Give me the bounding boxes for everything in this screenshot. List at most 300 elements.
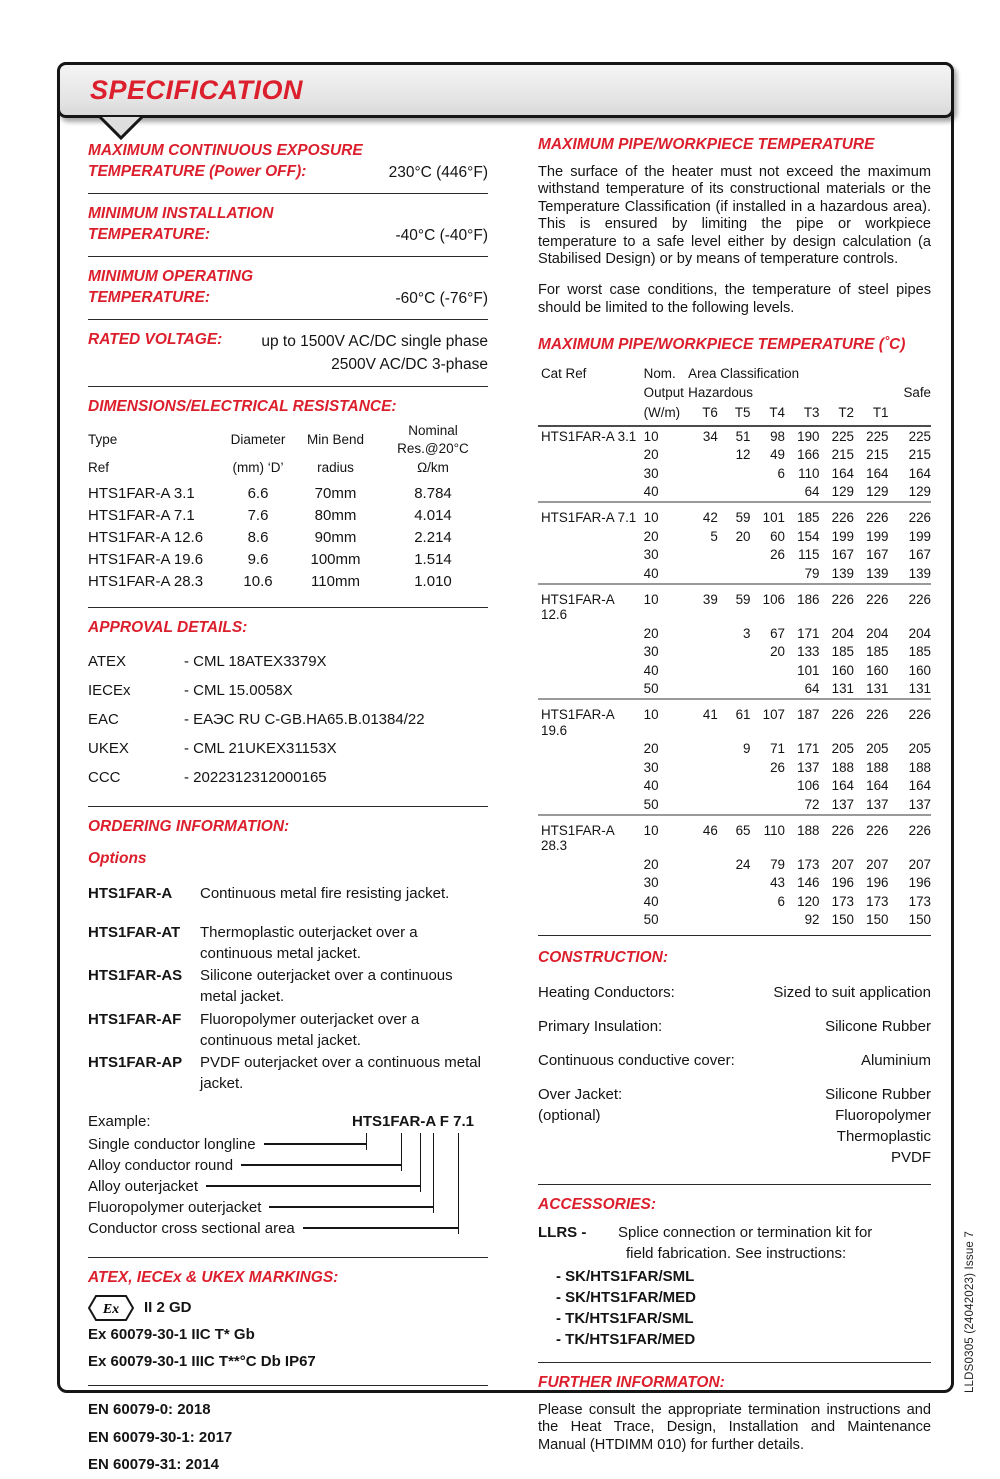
option-code: HTS1FAR-AS xyxy=(88,967,183,985)
safe-cell: 164 xyxy=(908,778,931,794)
t2-cell: 196 xyxy=(831,875,854,891)
output-cell: 10 xyxy=(641,699,686,740)
t1-cell: 160 xyxy=(866,662,889,678)
t6-cell: 5 xyxy=(710,528,718,544)
t3-cell: 166 xyxy=(797,447,820,463)
list-item xyxy=(88,884,488,905)
t3-cell: 101 xyxy=(797,662,820,678)
construction-label: Heating Conductors: xyxy=(538,984,675,1002)
list-item xyxy=(88,734,488,763)
t1-cell: 226 xyxy=(854,815,889,856)
marking-group-category: II 2 GD xyxy=(144,1299,192,1317)
t6-cell xyxy=(685,483,718,503)
pipe-table-title: MAXIMUM PIPE/WORKPIECE TEMPERATURE (˚C) xyxy=(538,336,906,354)
output-cell: 20 xyxy=(643,741,659,757)
t4-cell: 98 xyxy=(770,428,785,444)
table-row xyxy=(88,483,488,505)
list-item xyxy=(88,923,488,964)
t5-cell: 12 xyxy=(735,447,751,463)
divider xyxy=(88,256,488,257)
accessory-desc-line2: field fabrication. See instructions: xyxy=(626,1244,847,1262)
t4-cell: 60 xyxy=(770,528,785,544)
t5-cell: 59 xyxy=(718,584,751,625)
callout-connector-line xyxy=(241,1164,401,1166)
markings-title: ATEX, IECEx & UKEX MARKINGS: xyxy=(88,1268,339,1286)
output-cell: 20 xyxy=(643,528,659,544)
t6-cell xyxy=(685,564,718,584)
t1-cell: 150 xyxy=(866,912,889,928)
output-cell: 30 xyxy=(643,644,659,660)
approval-name: ATEX xyxy=(88,652,127,670)
t3-cell: 79 xyxy=(804,565,820,581)
t3-cell: 106 xyxy=(797,778,820,794)
construction-value: Sized to suit application xyxy=(773,984,931,1002)
page-frame xyxy=(57,62,954,1474)
t1-cell: 164 xyxy=(866,778,889,794)
t2-cell: 199 xyxy=(831,528,854,544)
t6-cell xyxy=(685,624,718,643)
output-cell: 10 xyxy=(641,815,686,856)
standard-line: EN 60079-0: 2018 xyxy=(88,1401,211,1419)
document-number-side-note: LLDS0305 (24042023) Issue 7 xyxy=(964,1230,976,1393)
construction-row xyxy=(538,982,931,1003)
t4-cell: 106 xyxy=(750,584,785,625)
table-row xyxy=(538,777,931,796)
t2-cell: 225 xyxy=(831,428,854,444)
spec-label-line2: TEMPERATURE (Power OFF): xyxy=(88,162,307,180)
cat-ref-cell xyxy=(538,546,641,565)
col-header: T1 xyxy=(854,403,889,426)
col-header: Ref xyxy=(88,460,110,476)
table-row xyxy=(538,464,931,483)
col-header: Hazardous xyxy=(688,385,753,401)
spec-label xyxy=(88,141,363,183)
t2-cell: 226 xyxy=(819,699,854,740)
rated-voltage xyxy=(88,330,488,377)
spec-label-line1: MAXIMUM CONTINUOUS EXPOSURE xyxy=(88,142,363,159)
t4-cell: 43 xyxy=(770,875,785,891)
t6-cell xyxy=(685,777,718,796)
approval-value: - CML 15.0058X xyxy=(184,681,293,699)
t2-cell: 205 xyxy=(831,741,854,757)
col-header: T2 xyxy=(819,403,854,426)
t3-cell: 190 xyxy=(797,428,820,444)
cat-ref-cell xyxy=(538,795,641,815)
callout-row xyxy=(88,1134,366,1155)
safe-cell: 185 xyxy=(908,644,931,660)
col-header: T4 xyxy=(750,403,785,426)
callout-row xyxy=(88,1218,458,1239)
cat-ref-cell xyxy=(538,464,641,483)
example-label: Example: xyxy=(88,1112,151,1130)
dimensions-table-header xyxy=(88,422,488,479)
t1-cell: 215 xyxy=(866,447,889,463)
t2-cell: 226 xyxy=(819,502,854,527)
further-info-text: Please consult the appropriate termination instructions and the Heat Trace, Design, Installation and Maintenance Manual (HTDIMM 010) for further details. xyxy=(538,1401,931,1453)
col-header: (W/m) xyxy=(641,403,686,426)
t2-cell: 226 xyxy=(819,815,854,856)
col-header: Type xyxy=(88,432,118,448)
t2-cell: 160 xyxy=(831,662,854,678)
cat-ref-cell xyxy=(538,643,641,662)
spec-value: -60°C (-76°F) xyxy=(395,289,488,307)
t5-cell: 61 xyxy=(718,699,751,740)
rated-voltage-line2: 2500V AC/DC 3-phase xyxy=(331,355,488,373)
t5-cell xyxy=(718,758,751,777)
t4-cell: 71 xyxy=(770,741,785,757)
spec-label-line1: MINIMUM INSTALLATION xyxy=(88,204,274,222)
list-item xyxy=(88,705,488,734)
t2-cell: 131 xyxy=(831,681,854,697)
list-item xyxy=(88,647,488,676)
safe-cell: 137 xyxy=(908,796,931,812)
option-desc: Continuous metal fire resisting jacket. xyxy=(200,885,450,903)
rated-voltage-label: RATED VOLTAGE: xyxy=(88,330,223,348)
type-ref-cell: HTS1FAR-A 3.1 xyxy=(88,485,195,503)
approval-value: - ЕАЭС RU C-GB.HA65.B.01384/22 xyxy=(184,710,425,728)
t4-cell xyxy=(750,680,785,700)
ordering-example-diagram xyxy=(88,1113,488,1247)
t3-cell: 171 xyxy=(797,625,820,641)
specification-header-bar xyxy=(57,62,954,118)
spec-label-line2: TEMPERATURE: xyxy=(88,288,210,306)
cat-ref-cell: HTS1FAR-A 28.3 xyxy=(538,815,641,856)
t6-cell xyxy=(685,546,718,565)
t5-cell xyxy=(718,911,751,930)
safe-cell: 160 xyxy=(908,662,931,678)
safe-cell: 196 xyxy=(908,875,931,891)
t1-cell: 137 xyxy=(866,796,889,812)
t5-cell xyxy=(718,464,751,483)
t2-cell: 173 xyxy=(831,893,854,909)
safe-cell: 150 xyxy=(908,912,931,928)
divider xyxy=(88,193,488,194)
t3-cell: 171 xyxy=(797,741,820,757)
accessory-desc-line1: Splice connection or termination kit for xyxy=(618,1223,873,1241)
table-row xyxy=(538,758,931,777)
list-item: - SK/HTS1FAR/MED xyxy=(556,1288,697,1306)
t1-cell: 226 xyxy=(854,584,889,625)
callout-row xyxy=(88,1155,401,1176)
t5-cell xyxy=(718,546,751,565)
t2-cell: 164 xyxy=(831,465,854,481)
list-item xyxy=(88,1010,488,1051)
diameter-cell: 8.6 xyxy=(247,529,269,547)
construction-label: Primary Insulation: xyxy=(538,1018,663,1036)
t3-cell: 64 xyxy=(804,681,820,697)
option-code: HTS1FAR-AF xyxy=(88,1010,182,1028)
t2-cell: 129 xyxy=(831,484,854,500)
output-cell: 40 xyxy=(643,662,659,678)
approval-name: CCC xyxy=(88,768,121,786)
output-cell: 50 xyxy=(643,681,659,697)
diameter-cell: 7.6 xyxy=(247,507,269,525)
t4-cell: 67 xyxy=(770,625,785,641)
t2-cell: 150 xyxy=(831,912,854,928)
t4-cell xyxy=(750,483,785,503)
bend-radius-cell: 80mm xyxy=(314,507,357,525)
construction-row-overjacket xyxy=(538,1084,931,1168)
resistance-cell: 2.214 xyxy=(414,529,452,547)
callout-row xyxy=(88,1197,433,1218)
t5-cell xyxy=(718,680,751,700)
col-header: Area Classification xyxy=(688,365,800,381)
page-title: SPECIFICATION xyxy=(90,74,304,105)
pipe-temperature-table xyxy=(538,364,931,929)
col-header: Output xyxy=(643,385,684,401)
t3-cell: 188 xyxy=(785,815,820,856)
t6-cell xyxy=(685,643,718,662)
t6-cell xyxy=(685,795,718,815)
resistance-cell: 8.784 xyxy=(414,485,452,503)
header-tail-pointer xyxy=(98,115,144,147)
output-cell: 10 xyxy=(641,502,686,527)
pipe-temp-paragraph: The surface of the heater must not exceed the maximum withstand temperature of its constructional materials or the Temperature Classification (if installed in a hazardous area). This is ensured by limiting the pipe or workpiece temperature to a safe level either by design calculation (a Stabilised Design) or by means of temperature controls. xyxy=(538,163,931,267)
t2-cell: 204 xyxy=(831,625,854,641)
t1-cell: 226 xyxy=(854,699,889,740)
spec-label-line2: TEMPERATURE: xyxy=(88,225,210,243)
t5-cell: 20 xyxy=(735,528,751,544)
t2-cell: 226 xyxy=(819,584,854,625)
t3-cell: 154 xyxy=(797,528,820,544)
overjacket-label-line1: Over Jacket: xyxy=(538,1086,623,1104)
bend-radius-cell: 100mm xyxy=(310,551,361,569)
construction-label xyxy=(538,1084,622,1168)
t4-cell: 26 xyxy=(770,759,785,775)
safe-cell: 226 xyxy=(888,502,931,527)
col-header: radius xyxy=(317,460,354,476)
cat-ref-cell: HTS1FAR-A 3.1 xyxy=(541,428,637,444)
accessory-code: LLRS - xyxy=(538,1223,587,1241)
safe-cell: 139 xyxy=(908,565,931,581)
t1-cell: 205 xyxy=(866,741,889,757)
output-cell: 50 xyxy=(643,796,659,812)
callout-label: Conductor cross sectional area xyxy=(88,1219,295,1237)
col-header: T3 xyxy=(785,403,820,426)
safe-cell: 188 xyxy=(908,759,931,775)
table-row xyxy=(538,795,931,815)
t3-cell: 72 xyxy=(804,796,820,812)
spec-label xyxy=(88,204,273,246)
t1-cell: 129 xyxy=(866,484,889,500)
t3-cell: 187 xyxy=(785,699,820,740)
table-row xyxy=(88,505,488,527)
callout-riser-line xyxy=(401,1133,402,1171)
t4-cell: 110 xyxy=(750,815,785,856)
accessory-kit-list xyxy=(556,1266,931,1350)
safe-cell: 164 xyxy=(908,465,931,481)
cat-ref-cell: HTS1FAR-A 7.1 xyxy=(538,502,641,527)
t1-cell: 226 xyxy=(854,502,889,527)
ex-symbol-text: Ex xyxy=(102,1301,120,1317)
list-item: - TK/HTS1FAR/MED xyxy=(556,1330,696,1348)
col-header: (mm) ‘D’ xyxy=(232,460,284,476)
rated-voltage-values xyxy=(222,330,488,377)
cat-ref-cell xyxy=(538,446,641,465)
t6-cell: 46 xyxy=(685,815,718,856)
output-cell: 30 xyxy=(643,875,659,891)
dimensions-title: DIMENSIONS/ELECTRICAL RESISTANCE: xyxy=(88,398,397,416)
type-ref-cell: HTS1FAR-A 19.6 xyxy=(88,551,204,569)
table-row xyxy=(538,426,931,446)
resistance-cell: 1.010 xyxy=(414,573,452,591)
safe-cell: 204 xyxy=(908,625,931,641)
t5-cell: 65 xyxy=(718,815,751,856)
cat-ref-cell xyxy=(538,874,641,893)
spec-max-exposure xyxy=(88,141,488,183)
example-header xyxy=(88,1113,488,1130)
t5-cell xyxy=(718,874,751,893)
spec-label xyxy=(88,267,253,309)
list-item xyxy=(88,966,488,1007)
cat-ref-cell xyxy=(538,911,641,930)
spec-value: 230°C (446°F) xyxy=(388,163,488,181)
rated-voltage-line1: up to 1500V AC/DC single phase xyxy=(261,332,488,350)
t5-cell: 51 xyxy=(735,428,751,444)
t3-cell: 185 xyxy=(785,502,820,527)
safe-cell: 225 xyxy=(908,428,931,444)
construction-value: Aluminium xyxy=(860,1052,931,1070)
t4-cell: 6 xyxy=(777,465,785,481)
table-row xyxy=(88,549,488,571)
pipe-temp-title: MAXIMUM PIPE/WORKPIECE TEMPERATURE xyxy=(538,136,875,153)
callout-label: Fluoropolymer outerjacket xyxy=(88,1198,262,1216)
approval-name: EAC xyxy=(88,710,119,728)
safe-cell: 207 xyxy=(908,856,931,872)
output-cell: 50 xyxy=(643,912,659,928)
t1-cell: 196 xyxy=(866,875,889,891)
overjacket-value: Thermoplastic xyxy=(836,1128,931,1146)
callout-connector-line xyxy=(303,1227,458,1229)
construction-row xyxy=(538,1050,931,1071)
t6-cell xyxy=(685,680,718,700)
t4-cell: 26 xyxy=(770,547,785,563)
cat-ref-cell xyxy=(538,740,641,759)
t3-cell: 133 xyxy=(797,644,820,660)
ordering-options xyxy=(88,884,488,1094)
table-header-row xyxy=(538,403,931,426)
t3-cell: 92 xyxy=(804,912,820,928)
callout-row xyxy=(88,1176,420,1197)
safe-cell: 226 xyxy=(888,699,931,740)
t2-cell: 185 xyxy=(831,644,854,660)
table-row xyxy=(538,699,931,740)
t4-cell: 107 xyxy=(750,699,785,740)
output-cell: 20 xyxy=(643,856,659,872)
t4-cell xyxy=(750,661,785,680)
table-row xyxy=(538,564,931,584)
t6-cell xyxy=(685,464,718,483)
t5-cell xyxy=(718,661,751,680)
option-desc: Silicone outerjacket over a continuous metal jacket. xyxy=(200,967,453,1006)
callout-label: Alloy conductor round xyxy=(88,1156,234,1174)
table-row xyxy=(538,680,931,700)
t1-cell: 131 xyxy=(866,681,889,697)
col-header: T6 xyxy=(685,403,718,426)
callout-riser-line xyxy=(433,1133,434,1213)
standard-line: EN 60079-31: 2014 xyxy=(88,1456,219,1474)
option-desc: Fluoropolymer outerjacket over a continuous metal jacket. xyxy=(200,1010,420,1049)
list-item xyxy=(88,763,488,792)
output-cell: 40 xyxy=(643,484,659,500)
spec-min-installation xyxy=(88,204,488,246)
marking-line: Ex 60079-30-1 IIC T* Gb xyxy=(88,1326,255,1344)
spec-value: -40°C (-40°F) xyxy=(395,226,488,244)
left-column xyxy=(88,135,488,1474)
table-header-row xyxy=(538,384,931,404)
t3-cell: 137 xyxy=(797,759,820,775)
overjacket-value: Silicone Rubber xyxy=(825,1086,931,1104)
overjacket-value: PVDF xyxy=(890,1149,931,1167)
table-row xyxy=(88,571,488,593)
divider xyxy=(88,386,488,387)
divider xyxy=(88,1257,488,1258)
further-info-title: FURTHER INFORMATON: xyxy=(538,1373,725,1391)
t3-cell: 64 xyxy=(804,484,820,500)
divider xyxy=(538,1362,931,1363)
t6-cell: 34 xyxy=(702,428,718,444)
table-row xyxy=(538,446,931,465)
t2-cell: 188 xyxy=(831,759,854,775)
approval-value: - 2022312312000165 xyxy=(184,768,327,786)
option-desc: PVDF outerjacket over a continuous metal jacket. xyxy=(200,1054,481,1092)
spec-label-line1: MINIMUM OPERATING xyxy=(88,267,254,285)
type-ref-cell: HTS1FAR-A 28.3 xyxy=(88,573,204,591)
t2-cell: 137 xyxy=(831,796,854,812)
t1-cell: 199 xyxy=(866,528,889,544)
table-row xyxy=(538,911,931,930)
construction-value: Silicone Rubber xyxy=(825,1018,931,1036)
ordering-title: ORDERING INFORMATION: xyxy=(88,817,290,835)
option-desc: Thermoplastic outerjacket over a continuous metal jacket. xyxy=(200,924,418,962)
table-header-row xyxy=(538,364,931,384)
option-code: HTS1FAR-AP xyxy=(88,1054,183,1072)
t1-cell: 188 xyxy=(866,759,889,775)
pipe-temp-paragraph2: For worst case conditions, the temperature of steel pipes should be limited to the following levels. xyxy=(538,282,931,316)
cat-ref-cell xyxy=(538,892,641,911)
resistance-cell: 4.014 xyxy=(414,507,452,525)
cat-ref-cell xyxy=(538,758,641,777)
safe-cell: 173 xyxy=(908,893,931,909)
col-header: Nominal Res.@20°C xyxy=(397,422,469,457)
col-header: Safe xyxy=(903,385,931,401)
callout-connector-line xyxy=(269,1206,433,1208)
t2-cell: 164 xyxy=(831,778,854,794)
overjacket-value: Fluoropolymer xyxy=(835,1107,931,1125)
t2-cell: 167 xyxy=(831,547,854,563)
cat-ref-cell xyxy=(538,564,641,584)
t1-cell: 207 xyxy=(866,856,889,872)
t4-cell: 20 xyxy=(770,644,785,660)
col-header: Ω/km xyxy=(417,460,449,476)
cat-ref-cell: HTS1FAR-A 12.6 xyxy=(538,584,641,625)
overjacket-label-line2: (optional) xyxy=(538,1107,601,1125)
divider xyxy=(88,806,488,807)
atex-marking-row xyxy=(88,1294,488,1321)
table-row xyxy=(538,584,931,625)
safe-cell: 215 xyxy=(908,447,931,463)
t5-cell: 59 xyxy=(718,502,751,527)
dimensions-table xyxy=(88,422,488,593)
output-cell: 20 xyxy=(643,447,659,463)
standard-line: EN 60079-30-1: 2017 xyxy=(88,1428,233,1446)
t3-cell: 110 xyxy=(798,465,820,481)
accessory-desc xyxy=(618,1222,872,1264)
approvals-title: APPROVAL DETAILS: xyxy=(88,618,248,636)
t6-cell xyxy=(685,740,718,759)
t5-cell: 24 xyxy=(735,856,751,872)
output-cell: 10 xyxy=(643,428,659,444)
